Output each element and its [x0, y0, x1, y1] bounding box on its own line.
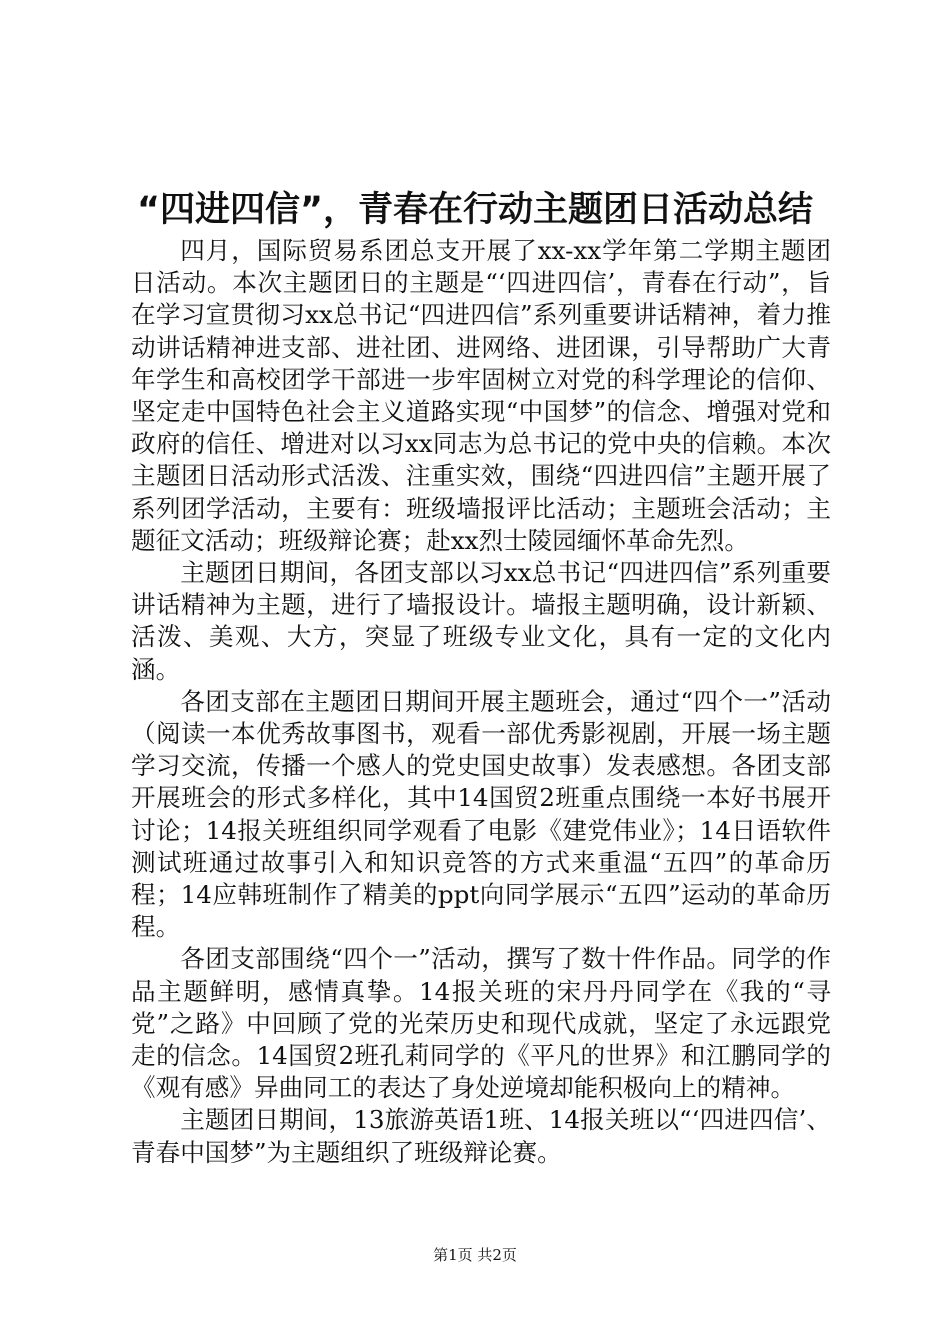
paragraph-wall-poster: 主题团日期间，各团支部以习xx总书记“四进四信”系列重要讲话精神为主题，进行了墙报设计。墙报主题明确，设计新颖、活泼、美观、大方，突显了班级专业文化，具有一定的文化内涵。	[131, 558, 831, 684]
document-body	[131, 235, 831, 1169]
paragraph-class-meeting: 各团支部在主题团日期间开展主题班会，通过“四个一”活动（阅读一本优秀故事图书，观看一部优秀影视剧，开展一场主题学习交流，传播一个感人的党史国史故事）发表感想。各团支部开展班会的形式多样化，其中14国贸2班重点围绕一本好书展开讨论；14报关班组织同学观看了电影《建党伟业》；14日语软件测试班通过故事引入和知识竞答的方式来重温“五四”的革命历程；14应韩班制作了精美的ppt向同学展示“五四”运动的革命历程。	[131, 686, 831, 942]
paragraph-intro: 四月，国际贸易系团总支开展了xx-xx学年第二学期主题团日活动。本次主题团日的主题是“‘四进四信’，青春在行动”，旨在学习宣贯彻习xx总书记“四进四信”系列重要讲话精神，着力推动讲话精神进支部、进社团、进网络、进团课，引导帮助广大青年学生和高校团学干部进一步牢固树立对党的科学理论的信仰、坚定走中国特色社会主义道路实现“中国梦”的信念、增强对党和政府的信任、增进对以习xx同志为总书记的党中央的信赖。本次主题团日活动形式活泼、注重实效，围绕“四进四信”主题开展了系列团学活动，主要有：班级墙报评比活动；主题班会活动；主题征文活动；班级辩论赛；赴xx烈士陵园缅怀革命先烈。	[131, 236, 831, 555]
page-number-footer: 第1页 共2页	[433, 1246, 517, 1264]
document-title: “四进四信”，青春在行动主题团日活动总结	[136, 190, 813, 230]
paragraph-essay-works: 各团支部围绕“四个一”活动，撰写了数十件作品。同学的作品主题鲜明，感情真挚。14报关班的宋丹丹同学在《我的“寻党”之路》中回顾了党的光荣历史和现代成就，坚定了永远跟党走的信念。14国贸2班孔莉同学的《平凡的世界》和江鹏同学的《观有感》异曲同工的表达了身处逆境却能积极向上的精神。	[131, 944, 831, 1103]
paragraph-debate: 主题团日期间，13旅游英语1班、14报关班以“‘四进四信’、青春中国梦”为主题组织了班级辩论赛。	[131, 1105, 831, 1167]
